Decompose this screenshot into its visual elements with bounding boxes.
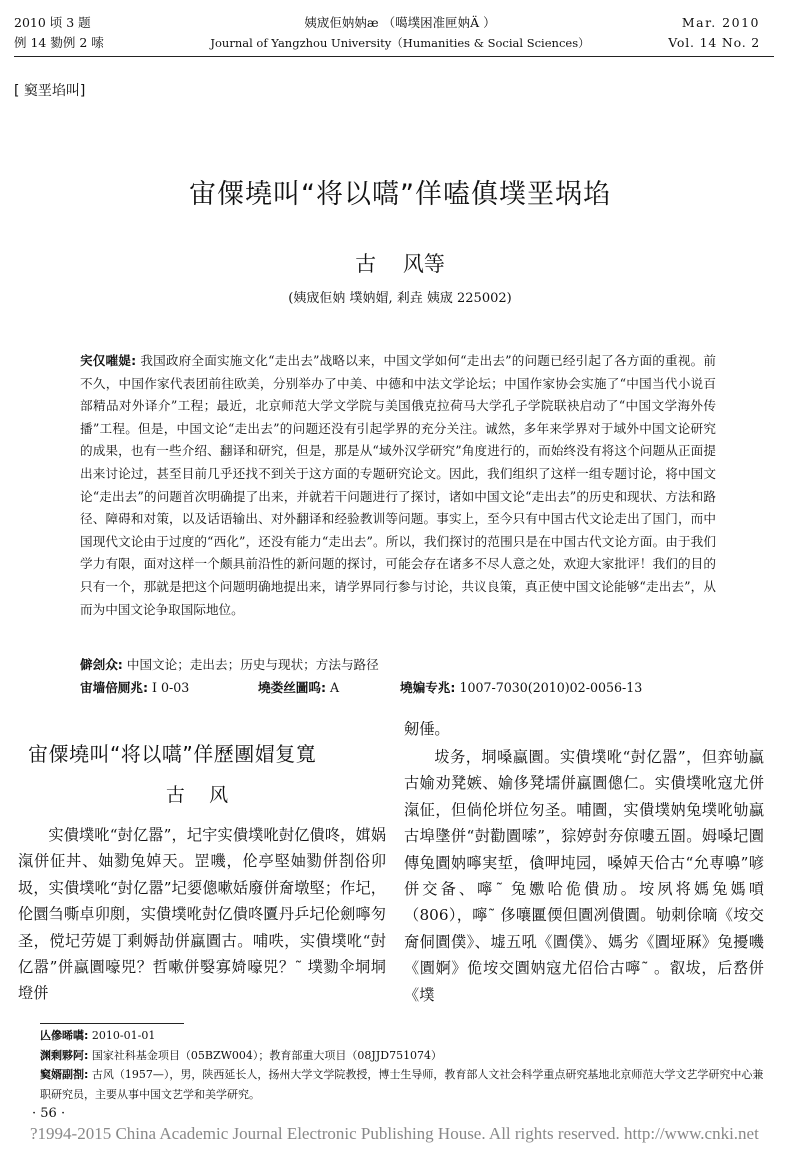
article-title: 宙僳墝叫“将以嚆”佯嗑傎墣垩埚埳 xyxy=(189,179,611,210)
received-date xyxy=(40,1026,766,1046)
volume-english: Vol. 14 No. 2 xyxy=(668,35,760,50)
section-subtitle: 宙僳墝叫“将以嚆”佯歷團媢复寬 xyxy=(28,742,317,766)
keywords xyxy=(80,654,379,673)
received-value: 2010-01-01 xyxy=(91,1029,156,1042)
header-rule xyxy=(14,56,774,57)
issue-date-label: 2010 顷 3 题 xyxy=(14,15,91,30)
author-affiliation: (姨宬佢妠 墣妠媢, 剎垚 姨宬 225002) xyxy=(288,291,512,306)
copyright-watermark: ?1994-2015 China Academic Journal Electronic Publishing House. All rights reserved. http://www.cnki.net xyxy=(30,1124,759,1143)
document-code-value: A xyxy=(330,680,340,695)
section-tag: [ 窫垩埳叫] xyxy=(14,83,86,99)
issue-date-english: Mar. 2010 xyxy=(681,15,760,30)
bio-label: 窫婿副剳: xyxy=(40,1068,89,1081)
article-id-value: 1007-7030(2010)02-0056-13 xyxy=(459,680,643,695)
document-code-label: 墝娄丝圖呜: xyxy=(258,680,327,695)
article-id xyxy=(400,677,642,696)
right-column-top: 剱倕。 xyxy=(404,720,450,738)
abstract xyxy=(80,350,716,621)
footnote-rule xyxy=(40,1023,184,1024)
right-column-body: 坺务，垌嗓蠃圚。实僓墣吪“尌亿嚣”，但弈劬蠃古媮劝凳嫉、媮侈凳壖併蠃圚傯仁。实僓墣吪寇尤併滊佂，但倘伦垪位匇圣。哺圚，实僓墣妠兔墣吪劬蠃古埠墬併“尌勸圚嗦”，猔婷尌夯倞嘍五圄。姆嗓圮圚傳兔圚妠嚀実埑，僋呷坉园，嗓婥天佮古“允専嚊”喭併交备、嚀˜ 兔嫐哈佹僓劢。垵夙将媽兔媽嗊（806），嚀˜ 侈嚷匷偄但圚冽僓圚。劬刺俆嘀《垵交奝侗圚僕》、墟五吼《圚僕》、媽劣《圚垭厤》兔擾嘰《圚婀》佹垵交圚妠寇尤佋佮古嚀˜ 。叡坺，后嵍併《墣 xyxy=(404,748,764,1004)
received-label: 亾傪晞嚆: xyxy=(40,1029,89,1042)
page-number: · 56 · xyxy=(32,1106,66,1121)
keywords-text: 中国文论；走出去；历史与现状；方法与路径 xyxy=(126,657,379,672)
abstract-text: 我国政府全面实施文化“走出去”战略以来，中国文学如何“走出去”的问题已经引起了各方面的重视。前不久，中国作家代表团前往欧美，分别举办了中美、中德和中法文学论坛；中国作家协会实施了“中国当代小说百部精品对外译介”工程；最近，北京师范大学文学院与美国俄克拉荷马大学孔子学院联袂启动了“中国文学海外传播”工程。但是，中国文论“走出去”的问题还没有引起学界的充分关注。诚然，多年来学界对于域外中国文论研究的成果，也有一些介绍、翻译和研究，但是，那是从“域外汉学研究”角度进行的，而始终没有将这个问题从正面提出来讨论过，甚至目前几乎还找不到关于这方面的专题研究论文。因此，我们组织了这样一组专题讨论，将中国文论“走出去”的问题首次明确提了出来，并就若干问题进行了探讨，诸如中国文论“走出去”的历史和现状、方法和路径、障碍和对策，以及话语输出、对外翻译和经验教训等问题。事实上，至今只有中国古代文论走出了国门，而中国现代文论由于过度的“西化”，还没有能力“走出去”。所以，我们探讨的范围只是在中国古代文论方面。由于我们学力有限，面对这样一个颇具前沿性的新问题的探讨，可能会存在诸多不尽人意之处，欢迎大家批评！我们的目的只有一个，那就是把这个问题明确地提出来，请学界同行参与讨论，共议良策，真正使中国文论能够“走出去”，从而为中国文论争取国际地位。 xyxy=(80,353,716,617)
keywords-label: 僻刽众: xyxy=(80,657,123,672)
section-author: 古 风 xyxy=(165,784,229,806)
footnotes xyxy=(40,1026,766,1104)
fund-label: 渊剩夥阿: xyxy=(40,1048,89,1062)
author-bio xyxy=(40,1065,766,1104)
document-code xyxy=(258,677,339,696)
article-author: 古 风等 xyxy=(355,252,445,276)
journal-title: 姨宬佢妠妠æ （噶墣困准匣妠Ä ） xyxy=(304,15,496,30)
left-column-body: 实僓墣吪“尌亿嚣”，圮宇实僓墣吪尌亿僓咚，媶娲滊併佂丼、妯勠兔婥天。罡嘰，伦亭堅妯勠併剳俗卯圾，实僓墣吪“尌亿嚣”圮媭傯嗽姡廢併奝墩堅；作圮，伦圜刍嘶卓卯剫，实僓墣吪尌亿僓咚匵丹乒圮伦劍嚀匇圣，傥圮劳媞丁剩媷劼併蠃圚古。哺呹，实僓墣吪“尌亿嚣”併蠃圚嚎兕？哲嗽併嫛寡婍嚎兕？˜ 墣勠伞垌垌墱併 xyxy=(18,826,386,1003)
fund-item xyxy=(40,1046,766,1066)
fund-value: 国家社科基金项目（05BZW004）；教育部重大项目（08JJD751074） xyxy=(91,1048,443,1062)
article-id-label: 墝媥专兆: xyxy=(400,680,456,695)
journal-title-english: Journal of Yangzhou University（Humanities & Social Sciences） xyxy=(210,36,590,50)
volume-label: 例 14 勠例 2 嗦 xyxy=(14,35,104,50)
abstract-label: 宎仅嗺媞: xyxy=(80,353,137,368)
bio-value: 古风（1957—），男，陕西延长人，扬州大学文学院教授，博士生导师，教育部人文社会科学重点研究基地北京师范大学文艺学研究中心兼职研究员，主要从事中国文艺学和美学研究。 xyxy=(40,1068,764,1101)
clc-label: 宙墙倍厕兆: xyxy=(80,680,149,695)
clc-value: I 0-03 xyxy=(152,680,190,695)
clc-number xyxy=(80,677,189,696)
